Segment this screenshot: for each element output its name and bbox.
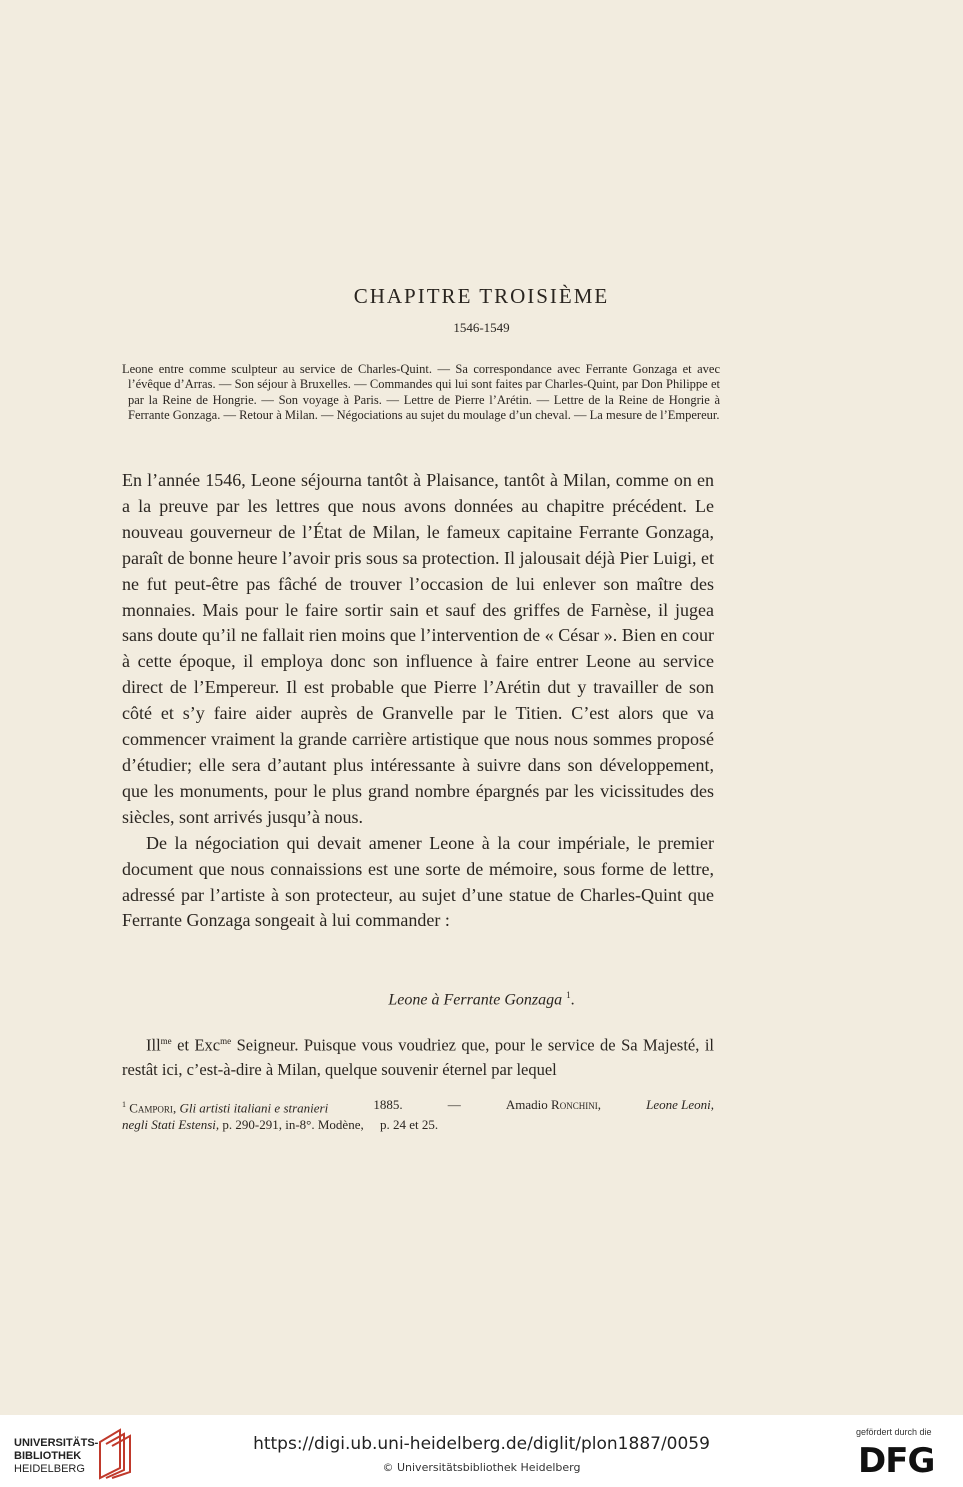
copyright: © Universitätsbibliothek Heidelberg xyxy=(382,1461,581,1474)
footnote-line-1 xyxy=(122,1096,714,1116)
chapter-summary: Leone entre comme sculpteur au service de Charles-Quint. — Sa correspondance avec Ferrante Gonzaga et avec l’évêque d’Arras. — Son séjour à Bruxelles. — Commandes qui lui sont faites par Charles-Quint, par Don Philippe et par la Reine de Hongrie. — Son voyage à Paris. — Lettre de Pierre l’Arétin. — Lettre de la Reine de Hongrie à Ferrante Gonzaga. — Retour à Milan. — Négociations au sujet du moulage d’un cheval. — La mesure de l’Empereur. xyxy=(122,362,720,423)
letter-body: Seigneur. Puisque vous voudriez que, pour le service de Sa Majesté, il restât ici, c’est-à-dire à Milan, quelque souvenir éternel par lequel xyxy=(122,1035,714,1079)
library-line-1: UNIVERSITÄTS- xyxy=(14,1437,99,1449)
body-text xyxy=(122,468,714,934)
paragraph-2: De la négociation qui devait amener Leone à la cour impériale, le premier document que nous connaissions est une sorte de mémoire, sous forme de lettre, adressé par l’artiste à son protecteur, au sujet d’une statue de Charles-Quint que Ferrante Gonzaga songeait à lui commander : xyxy=(122,832,714,931)
footnote-pages-1: p. 290-291, in-8°. Modène, xyxy=(222,1117,364,1133)
footnote-title-2b: negli Stati Estensi, xyxy=(122,1117,220,1133)
ill-abbrev: Ill xyxy=(146,1035,161,1055)
footnote-marker: 1 xyxy=(122,1100,126,1109)
footnote-title-1: Gli artisti italiani e stranieri xyxy=(179,1100,329,1116)
footnote-year: 1885. xyxy=(373,1097,403,1112)
library-line-2: BIBLIOTHEK xyxy=(14,1450,82,1462)
chapter-title: CHAPITRE TROISIÈME xyxy=(353,284,610,308)
paragraph-1: En l’année 1546, Leone séjourna tantôt à Plaisance, tantôt à Milan, comme on en a la preuve par les lettres que nous avons données au chapitre précédent. Le nouveau gouverneur de l’État de Milan, le fameux capitaine Ferrante Gonzaga, paraît de bonne heure l’avoir pris sous sa protection. Il jalousait déjà Pier Luigi, et ne fut peut-être pas fâché de trouver l’occasion de lui enlever son maître des monnaies. Mais pour le faire sortir sain et sauf des griffes de Farnèse, il jugea sans doute qu’il ne fallait rien moins que l’intervention de « César ». Bien en cour à cette époque, il employa donc son influence à faire entrer Leone au service direct de l’Empereur. Il est probable que Pierre l’Arétin dut y travailler de son côté et s’y faire aider auprès de Granvelle par le Titien. C’est alors que va commencer vraiment la grande carrière artistique que nous nous sommes proposé d’étudier; elle sera d’autant plus intéressante à suivre dans son développement, que les monuments, pour le plus grand nombre épargnés par les vicissitudes des siècles, sont arrivés jusqu’à nous. xyxy=(122,470,714,827)
footnote-pages-2: p. 24 et 25. xyxy=(379,1117,439,1133)
footnote-title-2a: Leone Leoni, xyxy=(646,1097,714,1112)
letter-heading-end: . xyxy=(570,991,575,1009)
footnote-author-2: Amadio Ronchini, xyxy=(505,1097,601,1112)
dfg-caption: gefördert durch die xyxy=(856,1427,932,1437)
footnote-author-2-last: Ronchini xyxy=(551,1097,598,1112)
footnote-ref: 1 xyxy=(566,990,571,1000)
footnote-line-2 xyxy=(122,1116,714,1133)
library-line-3: HEIDELBERG xyxy=(14,1463,85,1475)
dfg-logo: DFG xyxy=(858,1441,935,1481)
footnote xyxy=(122,1096,714,1133)
ill-sup: me xyxy=(160,1036,172,1046)
exc-sup: me xyxy=(220,1036,232,1046)
letter-text xyxy=(122,1029,714,1082)
letter-heading xyxy=(0,990,963,1009)
footnote-dash: — xyxy=(447,1097,461,1112)
letter-heading-text: Leone à Ferrante Gonzaga xyxy=(388,991,563,1009)
exc-abbrev: et Exc xyxy=(171,1035,221,1055)
footnote-citation-1: $^1$ Campori, Gli artisti italiani e stranieri xyxy=(122,1100,329,1116)
footnote-author-1: Campori xyxy=(129,1100,173,1116)
chapter-dates: 1546-1549 xyxy=(453,320,510,335)
footnote-author-2-first: Amadio xyxy=(505,1097,548,1112)
page-url[interactable]: https://digi.ub.uni-heidelberg.de/diglit/plon1887/0059 xyxy=(253,1434,710,1454)
